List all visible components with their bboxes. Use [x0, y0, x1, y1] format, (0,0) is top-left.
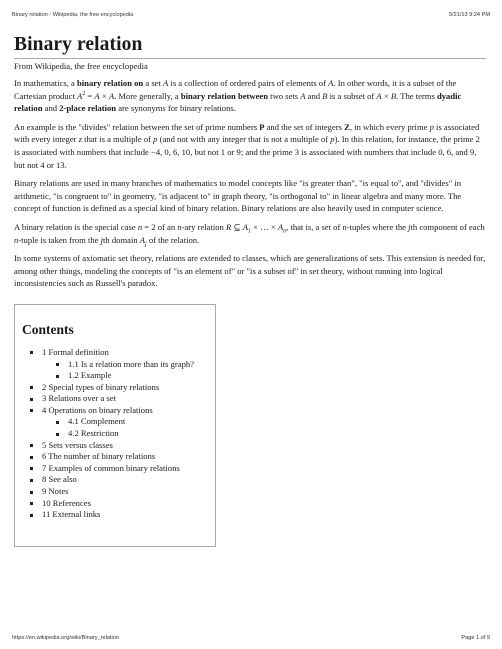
- page-title: Binary relation: [14, 34, 143, 55]
- text-run: P: [259, 121, 265, 132]
- text-run: A: [376, 90, 382, 101]
- text-run: A: [277, 221, 284, 232]
- text-run: j: [408, 221, 411, 232]
- article-content: [14, 33, 486, 547]
- article-tagline: From Wikipedia, the free encyclopedia: [14, 61, 148, 71]
- text-run: Z: [344, 121, 350, 132]
- text-run: A: [163, 78, 169, 88]
- text-run: is associated with every integer: [14, 121, 480, 145]
- text-run: B: [322, 90, 328, 101]
- text-run: A binary relation is the special case: [14, 221, 138, 232]
- text-run: An example is the "divides" relation between the set of prime numbers: [14, 121, 260, 132]
- text-run: dyadic relation: [14, 90, 462, 114]
- text-run: is a collection of ordered pairs of elements of: [168, 78, 329, 88]
- print-header: [12, 12, 490, 18]
- text-run: that is a multiple of: [82, 134, 154, 145]
- text-run: 2-place relation: [59, 103, 117, 114]
- text-run: -tuples where the: [346, 221, 409, 232]
- title-divider: [14, 58, 486, 59]
- toc-item[interactable]: 4.1 Complement: [22, 416, 207, 428]
- text-run: n: [137, 221, 143, 232]
- text-run: -ary relation: [181, 221, 226, 232]
- text-run: j: [100, 234, 104, 245]
- text-run: A: [94, 90, 100, 101]
- table-of-contents: [14, 304, 216, 547]
- text-run: p: [153, 134, 158, 145]
- text-run: and: [305, 90, 323, 101]
- toc-item[interactable]: 1.2 Example: [22, 370, 207, 382]
- text-run: . In other words, it is a subset of the Cartesian product: [14, 78, 457, 101]
- text-run: . The terms: [396, 90, 437, 101]
- text-run: In some systems of axiomatic set theory, relations are extended to classes, which are generalizations of sets. This extension is needed for, among other things, modeling the concepts of "is an element of" or "is a subset of" in set theory, without running into logical inconsistencies such as Russell's paradox.: [14, 253, 486, 289]
- text-run: th domain: [103, 234, 140, 245]
- text-run: =: [85, 90, 95, 101]
- text-run: ⊆: [231, 221, 243, 232]
- text-run: , in which every prime: [349, 121, 430, 132]
- text-run: z: [78, 134, 83, 145]
- text-run: and: [42, 103, 60, 114]
- print-footer-url: https://en.wikipedia.org/wiki/Binary_relation: [12, 635, 119, 641]
- article-paragraph: [14, 252, 486, 290]
- text-run: 1: [248, 228, 251, 235]
- print-header-title: Binary relation - Wikipedia, the free encyclopedia: [12, 12, 134, 18]
- text-run: A: [108, 90, 115, 101]
- text-run: B: [390, 90, 397, 101]
- toc-item[interactable]: 11 External links: [22, 509, 207, 521]
- text-run: is a subset of: [327, 90, 377, 101]
- text-run: binary relation between: [180, 90, 269, 101]
- text-run: A: [300, 90, 306, 101]
- text-run: are synonyms for binary relations.: [116, 103, 236, 114]
- text-run: binary relation on: [77, 78, 144, 88]
- toc-item[interactable]: 5 Sets versus classes: [22, 440, 207, 452]
- text-run: In mathematics, a: [14, 78, 77, 88]
- text-run: (and not with any integer that is not a multiple of: [157, 134, 331, 145]
- print-header-timestamp: 5/21/13 9:24 PM: [448, 12, 490, 18]
- toc-item[interactable]: 10 References: [22, 498, 207, 510]
- toc-item[interactable]: 3 Relations over a set: [22, 393, 207, 405]
- text-run: R: [226, 221, 232, 232]
- text-run: 2: [82, 90, 86, 97]
- text-run: A: [328, 78, 334, 88]
- text-run: a set: [143, 78, 164, 88]
- text-run: p: [330, 134, 335, 145]
- text-run: Binary relations are used in many branches of mathematics to model concepts like "is greater than", "is equal to", and "divides" in arithmetic, "is congruent to" in geometry, "is adjacent to" in graph theory, "is orthogonal to" in linear algebra and many more. The concept of function is defined as a special kind of binary relation. Binary relations are also heavily used in computer science.: [14, 178, 462, 214]
- text-run: ×: [99, 90, 109, 101]
- text-run: two sets: [268, 90, 301, 101]
- toc-title: Contents: [22, 321, 74, 337]
- text-run: A: [77, 90, 83, 101]
- text-run: j: [145, 241, 147, 248]
- toc-item[interactable]: 1 Formal definition: [22, 347, 207, 359]
- text-run: . More generally, a: [114, 90, 181, 101]
- article-paragraph: [14, 121, 486, 171]
- article-paragraph: [14, 77, 486, 115]
- text-run: n: [14, 234, 19, 245]
- text-run: A: [242, 221, 248, 232]
- text-run: th component of each: [410, 221, 485, 232]
- text-run: A: [139, 234, 146, 245]
- toc-item[interactable]: 4.2 Restriction: [22, 428, 207, 440]
- text-run: = 2 of an: [142, 221, 178, 232]
- toc-item[interactable]: 2 Special types of binary relations: [22, 382, 207, 394]
- text-run: n: [177, 221, 182, 232]
- text-run: and the set of integers: [264, 121, 345, 132]
- text-run: , that is, a set of: [286, 221, 343, 232]
- toc-item[interactable]: 1.1 Is a relation more than its graph?: [22, 359, 207, 371]
- toc-list: [22, 347, 207, 521]
- toc-item[interactable]: 6 The number of binary relations: [22, 451, 207, 463]
- text-run: p: [429, 121, 434, 132]
- text-run: × … ×: [251, 221, 278, 232]
- text-run: ×: [381, 90, 391, 101]
- toc-item[interactable]: 4 Operations on binary relations: [22, 405, 207, 417]
- article-body: [14, 77, 486, 290]
- text-run: -tuple is taken from the: [18, 234, 101, 245]
- article-paragraph: [14, 177, 486, 215]
- text-run: ). In this relation, for instance, the prime 2 is associated with numbers that include −4, 0, 6, 10, but not 1 or 9; and the prime 3 is associated with numbers that include 0, 6, and 9, but not 4 or 13.: [14, 134, 480, 170]
- article-paragraph: [14, 221, 486, 246]
- text-run: of the relation.: [146, 234, 200, 245]
- print-footer-page-number: Page 1 of 9: [461, 635, 490, 641]
- text-run: n: [342, 221, 347, 232]
- print-footer: [12, 635, 490, 641]
- toc-item[interactable]: 9 Notes: [22, 486, 207, 498]
- text-run: n: [283, 228, 287, 235]
- toc-item[interactable]: 7 Examples of common binary relations: [22, 463, 207, 475]
- toc-item[interactable]: 8 See also: [22, 474, 207, 486]
